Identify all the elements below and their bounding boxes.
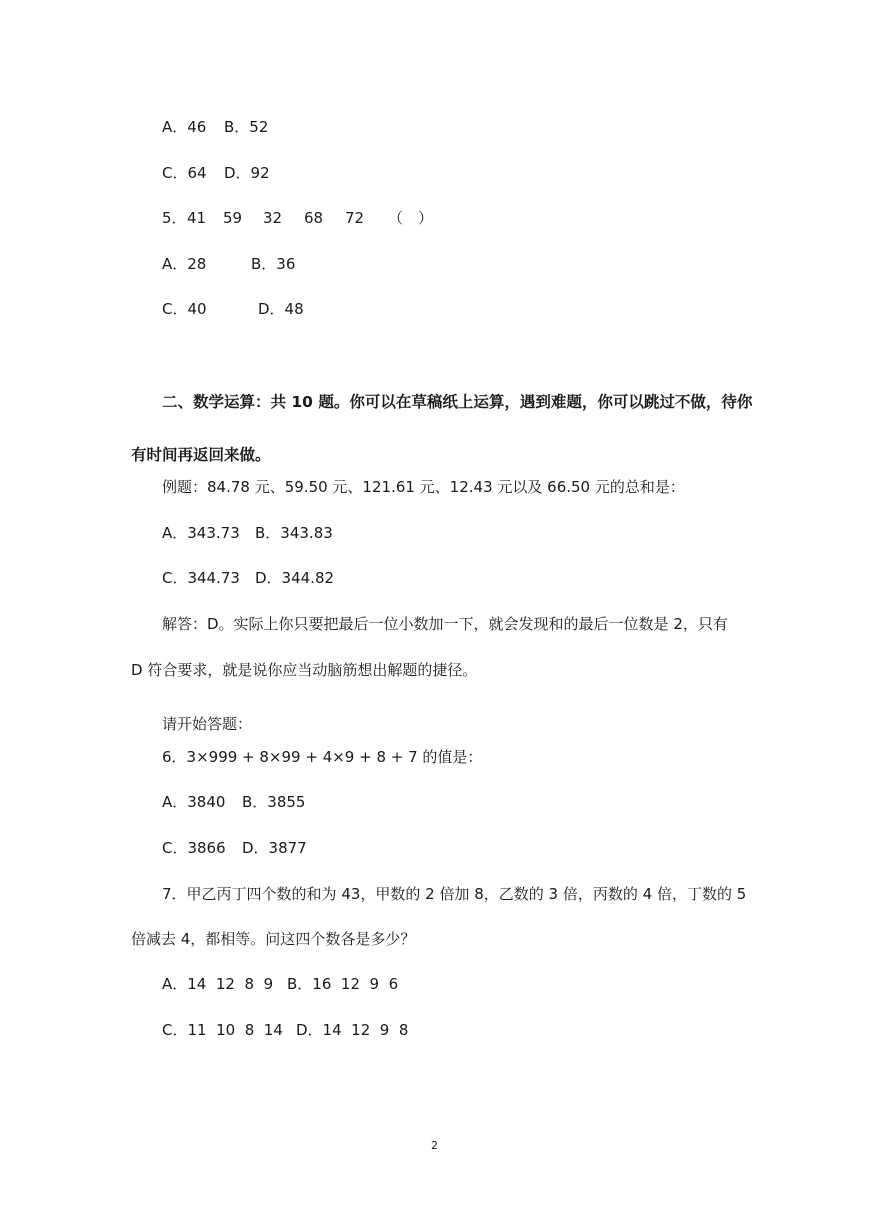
q7-option-c: C．11 10 8 14	[162, 1021, 283, 1039]
q7-options-row2	[162, 1020, 482, 1080]
q6-option-b: B．3855	[242, 793, 306, 811]
q6-option-d: D．3877	[242, 839, 307, 857]
q5-seq-4: 68	[304, 209, 324, 227]
q4-option-c: C．64	[162, 164, 207, 182]
q7-option-b: B．16 12 9 6	[287, 975, 399, 993]
q4-option-a: A．46	[162, 118, 207, 136]
example-option-c: C．344.73	[162, 569, 240, 587]
example-option-d: D．344.82	[255, 569, 335, 587]
q7-stem-line1: 7．甲乙丙丁四个数的和为 43，甲数的 2 倍加 8，乙数的 3 倍，丙数的 4 倍，丁数的 5	[162, 885, 747, 903]
page-number: 2	[431, 1139, 438, 1152]
q7-option-d: D．14 12 9 8	[296, 1021, 409, 1039]
start-prompt: 请开始答题：	[162, 715, 253, 733]
q4-option-d: D．92	[224, 164, 270, 182]
q5-seq-3: 32	[263, 209, 283, 227]
example-option-a: A．343.73	[162, 524, 240, 542]
q5-option-b: B．36	[251, 255, 296, 273]
q5-number: 5．	[162, 209, 187, 227]
q7-stem-line2: 倍减去 4，都相等。问这四个数各是多少？	[131, 930, 416, 948]
q5-option-c: C．40	[162, 300, 207, 318]
example-option-b: B．343.83	[255, 524, 333, 542]
q4-option-b: B．52	[224, 118, 269, 136]
example-answer-line2: D 符合要求，就是说你应当动脑筋想出解题的捷径。	[131, 661, 478, 679]
q5-seq-2: 59	[223, 209, 243, 227]
q5-seq-1: 41	[187, 209, 207, 227]
q5-options-row2	[162, 299, 422, 359]
section2-heading-line2: 有时间再返回来做。	[131, 446, 271, 464]
q6-option-a: A．3840	[162, 793, 226, 811]
q7-option-a: A．14 12 8 9	[162, 975, 274, 993]
example-question: 例题：84.78 元、59.50 元、121.61 元、12.43 元以及 66.50 元的总和是：	[162, 478, 685, 496]
q5-seq-5: 72	[345, 209, 365, 227]
q5-option-a: A．28	[162, 255, 207, 273]
q5-blank: （ ）	[388, 209, 434, 227]
q6-option-c: C．3866	[162, 839, 226, 857]
section2-heading-line1: 二、数学运算：共 10 题。你可以在草稿纸上运算，遇到难题，你可以跳过不做，待你	[162, 393, 753, 411]
example-answer-line1: 解答：D。实际上你只要把最后一位小数加一下，就会发现和的最后一位数是 2，只有	[162, 615, 728, 633]
q6-stem: 6．3×999 + 8×99 + 4×9 + 8 + 7 的值是：	[162, 748, 483, 766]
q5-option-d: D．48	[258, 300, 304, 318]
